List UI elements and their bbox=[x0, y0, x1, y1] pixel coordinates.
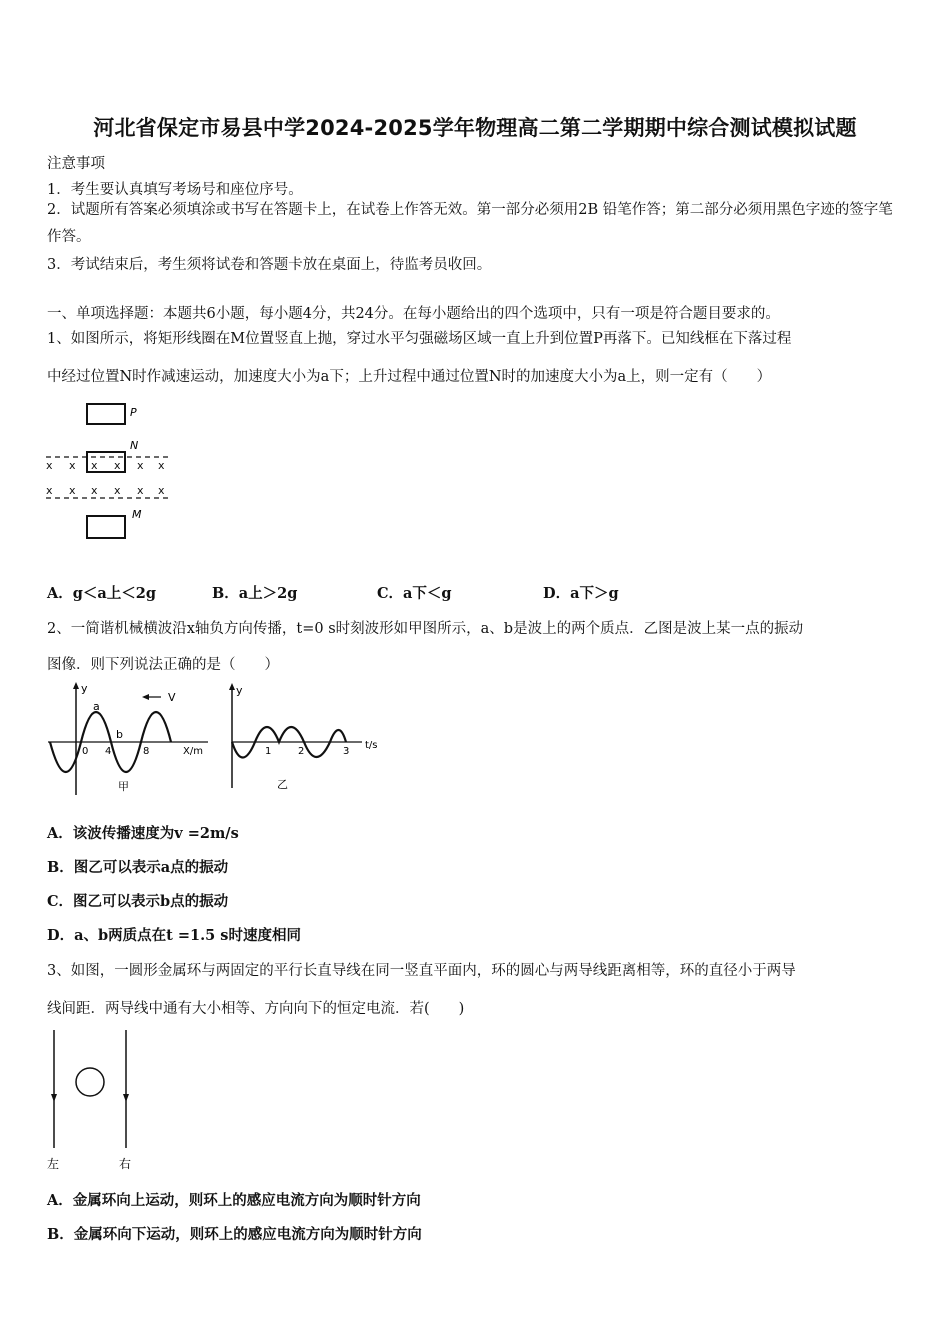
svg-text:x: x bbox=[69, 484, 76, 497]
notice-item-3: 3．考试结束后，考生须将试卷和答题卡放在桌面上，待监考员收回。 bbox=[47, 257, 492, 273]
svg-text:x: x bbox=[69, 459, 76, 472]
q2-option-b[interactable]: B．图乙可以表示a点的振动 bbox=[47, 859, 229, 876]
svg-text:x: x bbox=[91, 459, 98, 472]
q2-fig2-x-label: t/s bbox=[365, 740, 378, 751]
q2-stem-line1: 2、一简谐机械横波沿x轴负方向传播，t=0 s时刻波形如甲图所示，a、b是波上的两个质点．乙图是波上某一点的振动 bbox=[47, 621, 804, 637]
q2-fig2-tick-2: 2 bbox=[298, 746, 305, 757]
q2-fig2-tick-3: 3 bbox=[343, 746, 350, 757]
q1-stem-line2: 中经过位置N时作减速运动，加速度大小为a下；上升过程中通过位置N时的加速度大小为a上，则一定有（ ） bbox=[47, 369, 772, 385]
q1-label-m: M bbox=[132, 508, 142, 521]
svg-text:x: x bbox=[158, 459, 165, 472]
q1-label-n: N bbox=[130, 439, 139, 452]
q1-label-p: P bbox=[130, 406, 137, 419]
q2-fig1-tick-0: 0 bbox=[82, 746, 89, 757]
q2-fig2-tick-1: 1 bbox=[265, 746, 272, 757]
q3-wires-figure bbox=[44, 1026, 144, 1174]
svg-text:x: x bbox=[46, 459, 53, 472]
notice-item-1: 1．考生要认真填写考场号和座位序号。 bbox=[47, 182, 303, 198]
q2-option-c[interactable]: C．图乙可以表示b点的振动 bbox=[47, 893, 229, 910]
q3-option-b[interactable]: B．金属环向下运动，则环上的感应电流方向为顺时针方向 bbox=[47, 1226, 422, 1243]
svg-text:x: x bbox=[114, 459, 121, 472]
q2-fig1-point-a: a bbox=[93, 700, 100, 713]
q1-option-d[interactable]: D．a下＞g bbox=[543, 585, 619, 602]
q3-label-left: 左 bbox=[47, 1157, 60, 1171]
q1-option-c[interactable]: C．a下＜g bbox=[377, 585, 452, 602]
q2-fig1-tick-8: 8 bbox=[143, 746, 150, 757]
q2-option-a[interactable]: A．该波传播速度为v =2m/s bbox=[47, 825, 239, 842]
q1-option-a[interactable]: A．g＜a上＜2g bbox=[47, 585, 157, 602]
q3-stem-line2: 线间距．两导线中通有大小相等、方向向下的恒定电流．若( ) bbox=[47, 1001, 465, 1017]
q2-fig1-v-label: V bbox=[168, 691, 176, 704]
q1-coil-figure bbox=[44, 396, 174, 546]
svg-text:x: x bbox=[137, 459, 144, 472]
q1-option-b[interactable]: B．a上＞2g bbox=[212, 585, 298, 602]
svg-text:x: x bbox=[91, 484, 98, 497]
q2-stem-line2: 图像．则下列说法正确的是（ ） bbox=[47, 657, 279, 673]
q3-label-right: 右 bbox=[119, 1157, 132, 1171]
page-title: 河北省保定市易县中学2024-2025学年物理高二第二学期期中综合测试模拟试题 bbox=[93, 116, 857, 140]
q3-stem-line1: 3、如图，一圆形金属环与两固定的平行长直导线在同一竖直平面内，环的圆心与两导线距离相等，环的直径小于两导 bbox=[47, 963, 796, 979]
q2-fig1-point-b: b bbox=[116, 728, 123, 741]
q2-option-d[interactable]: D．a、b两质点在t =1.5 s时速度相同 bbox=[47, 927, 301, 944]
q2-fig2-caption: 乙 bbox=[277, 778, 288, 791]
q3-option-a[interactable]: A．金属环向上运动，则环上的感应电流方向为顺时针方向 bbox=[47, 1192, 421, 1209]
q2-wave-figure-jia bbox=[46, 680, 216, 800]
q2-wave-figure-yi bbox=[222, 680, 387, 800]
q1-stem-line1: 1、如图所示，将矩形线圈在M位置竖直上抛，穿过水平匀强磁场区域一直上升到位置P再落下。已知线框在下落过程 bbox=[47, 331, 792, 347]
notice-item-2: 2．试题所有答案必须填涂或书写在答题卡上，在试卷上作答无效。第一部分必须用2B 铅笔作答；第二部分必须用黑色字迹的签字笔作答。 bbox=[47, 202, 893, 245]
q2-fig1-caption: 甲 bbox=[118, 780, 129, 793]
svg-text:x: x bbox=[158, 484, 165, 497]
svg-text:x: x bbox=[114, 484, 121, 497]
svg-text:x: x bbox=[137, 484, 144, 497]
svg-text:x: x bbox=[46, 484, 53, 497]
q2-fig1-x-label: X/m bbox=[183, 746, 203, 757]
section-heading: 一、单项选择题：本题共6小题，每小题4分，共24分。在每小题给出的四个选项中，只有一项是符合题目要求的。 bbox=[47, 306, 780, 322]
q1-field-marks bbox=[46, 459, 165, 497]
notice-heading: 注意事项 bbox=[47, 156, 105, 172]
q2-fig2-y-label: y bbox=[236, 684, 243, 697]
q2-fig1-y-label: y bbox=[81, 682, 88, 695]
q2-fig1-tick-4: 4 bbox=[105, 746, 112, 757]
